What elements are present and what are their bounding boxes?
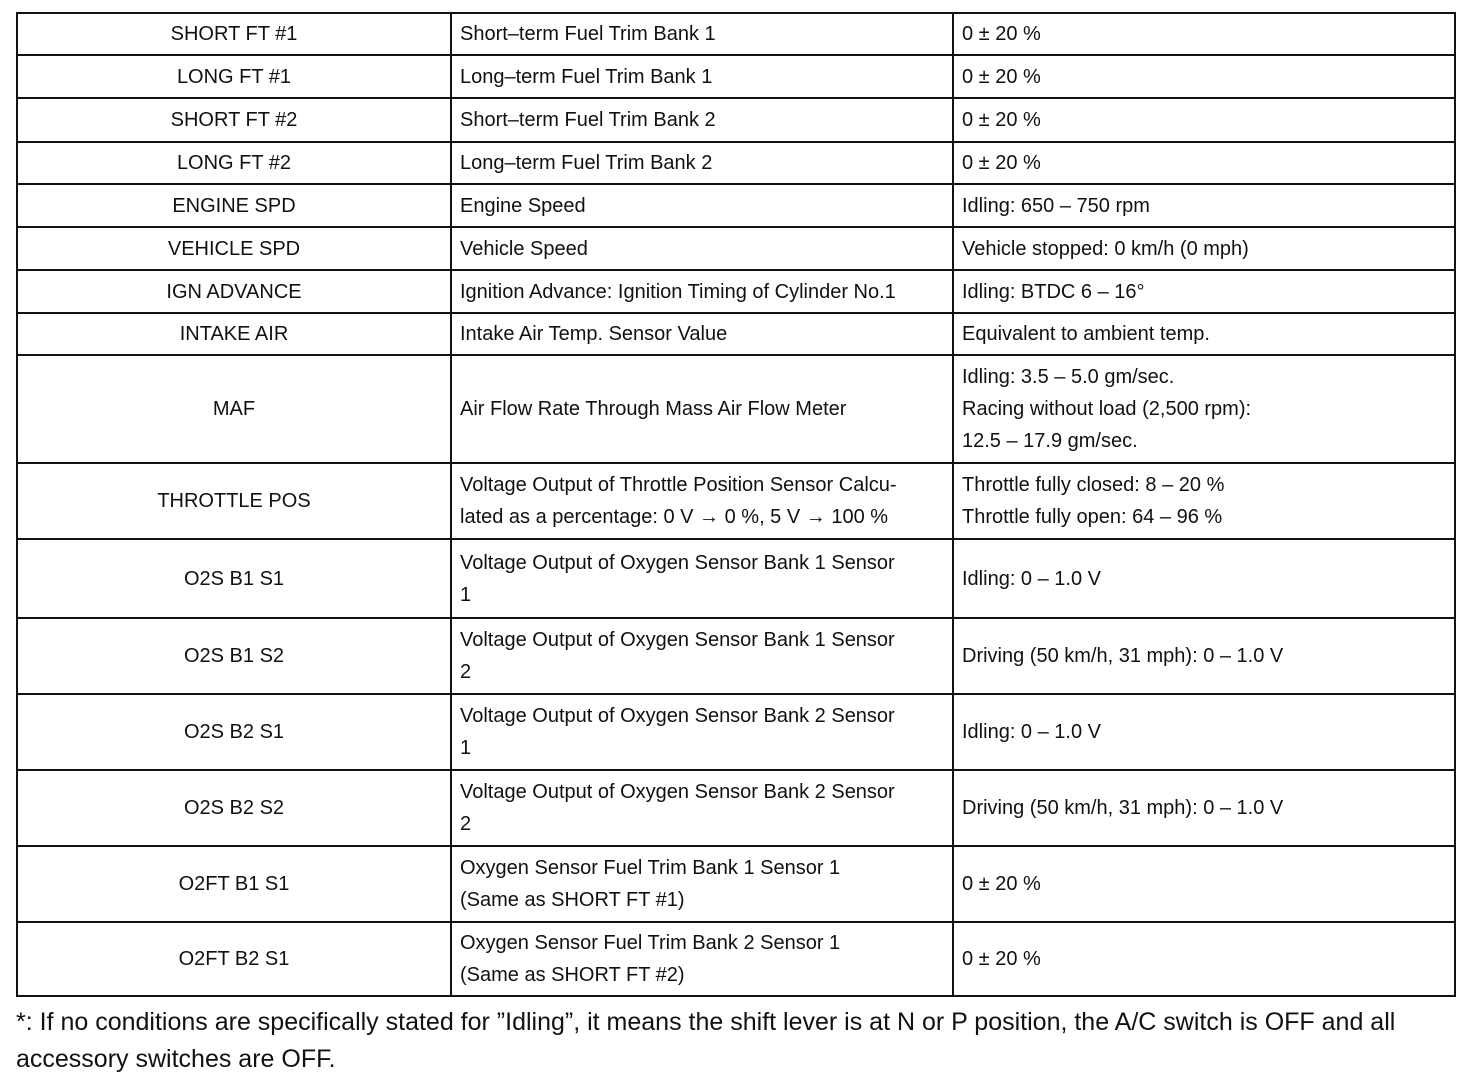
condition-line: Idling: 0 – 1.0 V [962,721,1101,743]
table-row [17,227,1455,270]
description-cell [451,694,953,770]
description-line: 1 [460,583,472,606]
description-cell [451,270,953,313]
condition-line: 0 ± 20 % [962,65,1041,88]
condition-line: 0 ± 20 % [962,23,1041,45]
condition-line: Equivalent to ambient temp. [962,323,1210,345]
condition-line: Idling: 3.5 – 5.0 gm/sec. [962,366,1175,388]
condition-cell [953,270,1455,313]
description-cell [451,463,953,539]
table-row [17,270,1455,313]
condition-cell [953,13,1455,55]
description-line: Voltage Output of Oxygen Sensor Bank 2 Sensor [460,781,895,803]
description-line: Oxygen Sensor Fuel Trim Bank 2 Sensor 1 [460,932,841,954]
description-line: (Same as SHORT FT #2) [460,964,685,986]
description-cell [451,922,953,996]
table-row [17,770,1455,846]
table-row [17,98,1455,142]
condition-line: Racing without load (2,500 rpm): [962,398,1252,420]
description-line: Ignition Advance: Ignition Timing of Cylinder No.1 [460,280,896,303]
condition-cell [953,463,1455,539]
description-line: Voltage Output of Throttle Position Sensor Calcu- [460,474,897,496]
data-list-table [16,12,1456,997]
condition-cell [953,355,1455,463]
condition-line: Throttle fully closed: 8 – 20 % [962,474,1225,496]
table-row [17,618,1455,694]
table-row [17,55,1455,98]
condition-cell [953,313,1455,355]
table-row [17,922,1455,996]
description-line: Voltage Output of Oxygen Sensor Bank 1 Sensor [460,551,895,574]
description-line: Air Flow Rate Through Mass Air Flow Meter [460,398,847,420]
description-cell [451,184,953,227]
description-line: Voltage Output of Oxygen Sensor Bank 2 Sensor [460,705,895,727]
item-cell: LONG FT #2 [17,142,451,184]
description-cell [451,770,953,846]
table-row [17,13,1455,55]
item-cell: INTAKE AIR [17,313,451,355]
description-cell [451,313,953,355]
item-cell: O2S B2 S1 [17,694,451,770]
item-cell: O2S B1 S2 [17,618,451,694]
item-cell: SHORT FT #1 [17,13,451,55]
description-cell [451,142,953,184]
item-cell: O2S B1 S1 [17,539,451,618]
table-body [17,13,1455,996]
table-row [17,313,1455,355]
condition-cell [953,770,1455,846]
condition-cell [953,539,1455,618]
item-cell: MAF [17,355,451,463]
description-line: Oxygen Sensor Fuel Trim Bank 1 Sensor 1 [460,857,841,879]
description-line: Short–term Fuel Trim Bank 1 [460,23,716,45]
item-cell: VEHICLE SPD [17,227,451,270]
description-cell [451,355,953,463]
condition-line: 0 ± 20 % [962,152,1041,174]
description-line: Intake Air Temp. Sensor Value [460,323,728,345]
description-cell [451,98,953,142]
condition-line: Driving (50 km/h, 31 mph): 0 – 1.0 V [962,645,1284,667]
description-cell [451,13,953,55]
condition-line: Driving (50 km/h, 31 mph): 0 – 1.0 V [962,797,1284,819]
condition-cell [953,227,1455,270]
item-cell: O2S B2 S2 [17,770,451,846]
condition-line: Idling: BTDC 6 – 16° [962,280,1145,303]
description-line: 2 [460,813,472,835]
item-cell: O2FT B2 S1 [17,922,451,996]
item-cell: LONG FT #1 [17,55,451,98]
condition-line: 0 ± 20 % [962,109,1041,131]
item-cell: THROTTLE POS [17,463,451,539]
table-row [17,463,1455,539]
description-line: Long–term Fuel Trim Bank 2 [460,152,713,174]
description-line: Voltage Output of Oxygen Sensor Bank 1 Sensor [460,629,895,651]
table-row [17,184,1455,227]
description-line: Engine Speed [460,194,586,217]
description-cell [451,539,953,618]
condition-line: Idling: 650 – 750 rpm [962,194,1150,217]
description-line: Short–term Fuel Trim Bank 2 [460,109,716,131]
condition-cell [953,922,1455,996]
condition-cell [953,846,1455,922]
condition-cell [953,98,1455,142]
item-cell: IGN ADVANCE [17,270,451,313]
description-line: lated as a percentage: 0 V → 0 %, 5 V → 100 % [460,506,889,528]
table-row [17,142,1455,184]
condition-cell [953,694,1455,770]
item-cell: SHORT FT #2 [17,98,451,142]
condition-line: Idling: 0 – 1.0 V [962,567,1101,590]
item-cell: ENGINE SPD [17,184,451,227]
description-cell [451,618,953,694]
condition-cell [953,184,1455,227]
description-line: 2 [460,661,472,683]
condition-line: 0 ± 20 % [962,948,1041,970]
condition-cell [953,142,1455,184]
condition-line: Vehicle stopped: 0 km/h (0 mph) [962,237,1249,260]
description-line: Long–term Fuel Trim Bank 1 [460,65,713,88]
condition-line: 0 ± 20 % [962,873,1041,895]
description-cell [451,55,953,98]
footnote: *: If no conditions are specifically stated for ”Idling”, it means the shift lever is at N or P position, the A/C switch is OFF and all accessory switches are OFF. [16,1008,1396,1073]
condition-line: Throttle fully open: 64 – 96 % [962,506,1223,528]
condition-cell [953,55,1455,98]
description-cell [451,227,953,270]
description-line: (Same as SHORT FT #1) [460,889,685,911]
table-row [17,355,1455,463]
description-cell [451,846,953,922]
description-line: 1 [460,737,472,759]
item-cell: O2FT B1 S1 [17,846,451,922]
table-row [17,694,1455,770]
table-row [17,539,1455,618]
table-row [17,846,1455,922]
condition-cell [953,618,1455,694]
condition-line: 12.5 – 17.9 gm/sec. [962,430,1138,452]
description-line: Vehicle Speed [460,237,588,260]
